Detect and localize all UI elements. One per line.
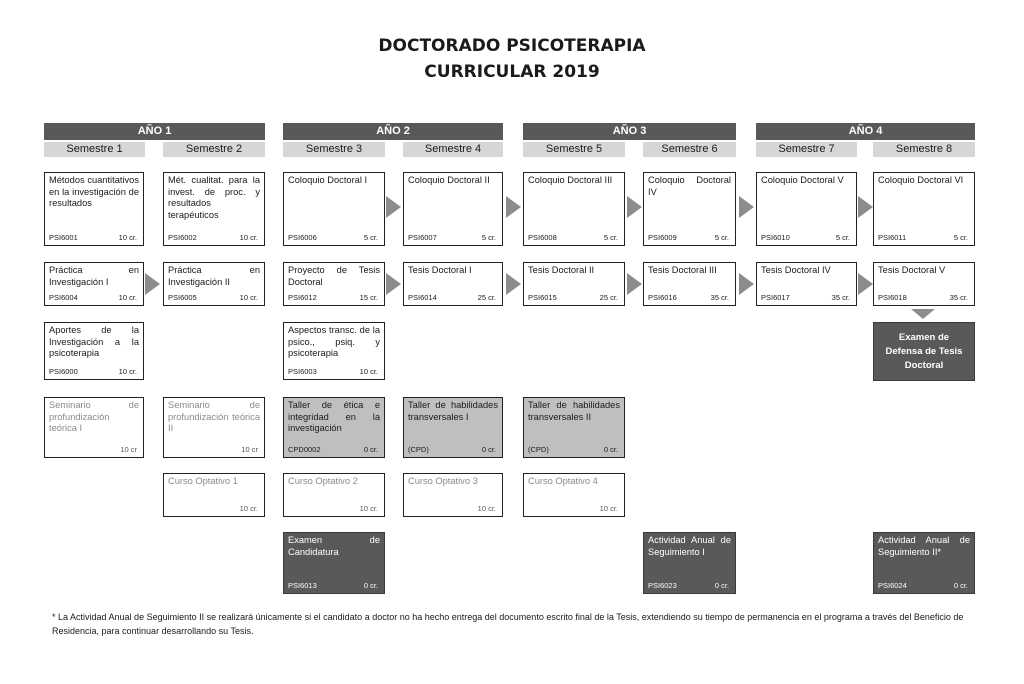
course-name: Seminario de profundización teórica I [49,400,139,433]
course-credits: 0 cr. [481,445,496,454]
course-box [283,262,385,306]
course-credits: 35 cr. [710,293,729,302]
year-3-header: AÑO 3 [523,123,736,140]
elective-box [523,473,625,517]
course-code: PSI6007 [408,233,437,242]
course-code: PSI6006 [288,233,317,242]
year-2-header: AÑO 2 [283,123,503,140]
course-code: PSI6000 [49,367,78,376]
course-code: PSI6008 [528,233,557,242]
workshop-box [523,397,625,458]
course-name: Aportes de la Investigación a la psicoterapia [49,325,139,358]
arrow-right-icon [858,196,873,218]
course-code: PSI6013 [288,581,317,590]
arrow-right-icon [627,273,642,295]
course-name: Tesis Doctoral III [648,265,717,275]
course-box [44,172,144,246]
seminar-box [163,397,265,458]
semester-2-header: Semestre 2 [163,142,265,157]
course-credits: 10 cr [241,445,258,454]
course-code: PSI6023 [648,581,677,590]
arrow-right-icon [506,273,521,295]
course-credits: 10 cr. [118,367,137,376]
course-name: Curso Optativo 3 [408,476,478,486]
year-1-header: AÑO 1 [44,123,265,140]
course-code: PSI6005 [168,293,197,302]
course-credits: 10 cr. [239,233,258,242]
arrow-right-icon [739,273,754,295]
arrow-right-icon [386,196,401,218]
course-box [873,172,975,246]
course-credits: 5 cr. [363,233,378,242]
course-name: Examen de Candidatura [288,535,380,557]
course-credits: 10 cr [120,445,137,454]
activity-box [643,532,736,594]
course-name: Actividad Anual de Seguimiento I [648,535,731,557]
course-credits: 0 cr. [714,581,729,590]
course-name: Actividad Anual de Seguimiento II* [878,535,970,557]
arrow-right-icon [506,196,521,218]
course-name: Coloquio Doctoral VI [878,175,964,185]
course-name: Práctica en Investigación II [168,265,260,287]
course-name: Métodos cuantitativos en la investigación de resultados [49,175,139,208]
course-box [643,262,736,306]
course-box [44,262,144,306]
semester-8-header: Semestre 8 [873,142,975,157]
course-name: Coloquio Doctoral IV [648,175,731,197]
semester-6-header: Semestre 6 [643,142,736,157]
course-name: Proyecto de Tesis Doctoral [288,265,380,287]
course-credits: 35 cr. [949,293,968,302]
course-box [756,172,857,246]
course-code: CPD0002 [288,445,321,454]
course-box [523,262,625,306]
course-credits: 25 cr. [477,293,496,302]
course-code: PSI6002 [168,233,197,242]
page-subtitle: CURRICULAR 2019 [424,62,600,82]
course-name: Coloquio Doctoral III [528,175,613,185]
course-credits: 10 cr. [359,504,378,513]
course-name: Taller de habilidades transversales II [528,400,620,422]
arrow-right-icon [739,196,754,218]
course-code: PSI6010 [761,233,790,242]
elective-box [283,473,385,517]
course-credits: 5 cr. [835,233,850,242]
course-credits: 25 cr. [599,293,618,302]
arrow-right-icon [627,196,642,218]
course-name: Taller de ética e integridad en la investigación [288,400,380,433]
course-credits: 10 cr. [118,233,137,242]
course-name: Seminario de profundización teórica II [168,400,260,433]
activity-box [873,532,975,594]
course-box [283,172,385,246]
elective-box [403,473,503,517]
course-name: Mét. cualitat. para la invest. de proc. y resultados terapéuticos [168,175,260,220]
course-code: PSI6017 [761,293,790,302]
course-credits: 10 cr. [239,504,258,513]
course-credits: 5 cr. [714,233,729,242]
course-code: PSI6018 [878,293,907,302]
course-name: Curso Optativo 4 [528,476,598,486]
course-name: Aspectos transc. de la psico., psiq. y psicoterapia [288,325,380,358]
arrow-right-icon [145,273,160,295]
course-credits: 35 cr. [831,293,850,302]
course-code: PSI6003 [288,367,317,376]
course-credits: 0 cr. [363,445,378,454]
course-code: PSI6024 [878,581,907,590]
course-credits: 15 cr. [359,293,378,302]
semester-5-header: Semestre 5 [523,142,625,157]
elective-box [163,473,265,517]
course-code: (CPD) [528,445,549,454]
course-box [756,262,857,306]
course-code: PSI6004 [49,293,78,302]
course-credits: 10 cr. [477,504,496,513]
course-code: (CPD) [408,445,429,454]
course-credits: 10 cr. [599,504,618,513]
footnote: * La Actividad Anual de Seguimiento II se realizará únicamente si el candidato a doctor no ha hecho entrega del documento escrito final de la Tesis, extendiendo su tiempo de permanencia en el programa a través del Beneficio de Residencia, para continuar desarrollando su Tesis. [52,612,964,636]
semester-7-header: Semestre 7 [756,142,857,157]
course-credits: 5 cr. [953,233,968,242]
course-name: Tesis Doctoral II [528,265,595,275]
course-credits: 10 cr. [118,293,137,302]
course-credits: 10 cr. [239,293,258,302]
course-credits: 0 cr. [363,581,378,590]
year-4-header: AÑO 4 [756,123,975,140]
course-box [403,172,503,246]
exam-defensa-box: Examen de Defensa de Tesis Doctoral [873,322,975,381]
workshop-box [283,397,385,458]
course-name: Taller de habilidades transversales I [408,400,498,422]
course-code: PSI6009 [648,233,677,242]
course-box [403,262,503,306]
course-name: Curso Optativo 2 [288,476,358,486]
course-code: PSI6016 [648,293,677,302]
semester-4-header: Semestre 4 [403,142,503,157]
course-box [44,322,144,380]
course-code: PSI6014 [408,293,437,302]
arrow-down-icon [911,309,935,319]
course-box [873,262,975,306]
course-credits: 5 cr. [603,233,618,242]
arrow-right-icon [386,273,401,295]
course-box [163,172,265,246]
course-box [283,322,385,380]
course-name: Tesis Doctoral V [878,265,946,275]
workshop-box [403,397,503,458]
arrow-right-icon [858,273,873,295]
course-box [643,172,736,246]
course-name: Tesis Doctoral IV [761,265,831,275]
course-name: Coloquio Doctoral II [408,175,490,185]
course-box [523,172,625,246]
course-name: Práctica en Investigación I [49,265,139,287]
course-code: PSI6015 [528,293,557,302]
course-code: PSI6001 [49,233,78,242]
course-credits: 10 cr. [359,367,378,376]
course-credits: 0 cr. [953,581,968,590]
course-name: Coloquio Doctoral V [761,175,844,185]
semester-3-header: Semestre 3 [283,142,385,157]
course-name: Tesis Doctoral I [408,265,472,275]
course-credits: 0 cr. [603,445,618,454]
semester-1-header: Semestre 1 [44,142,145,157]
course-box [163,262,265,306]
course-name: Coloquio Doctoral I [288,175,368,185]
course-code: PSI6011 [878,233,907,242]
exam-candidatura-box [283,532,385,594]
seminar-box [44,397,144,458]
course-name: Curso Optativo 1 [168,476,238,486]
course-code: PSI6012 [288,293,317,302]
course-credits: 5 cr. [481,233,496,242]
page-title: DOCTORADO PSICOTERAPIA [378,36,646,56]
